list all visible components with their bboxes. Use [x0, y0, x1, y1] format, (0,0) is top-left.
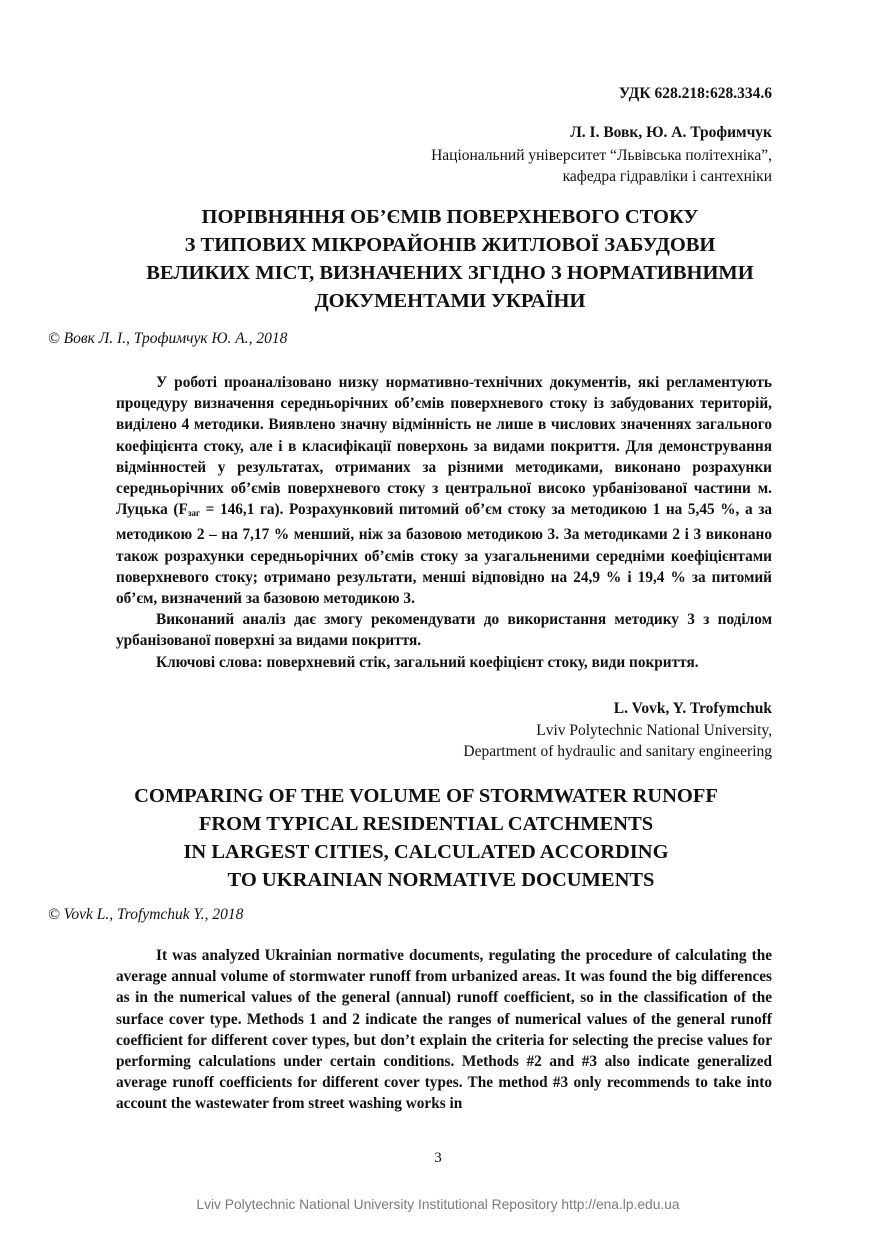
- ua-affiliation-line2: кафедра гідравліки і сантехніки: [562, 168, 772, 185]
- ua-copyright: © Вовк Л. І., Трофимчук Ю. А., 2018: [48, 330, 288, 347]
- ua-title-line: ПОРІВНЯННЯ ОБ’ЄМІВ ПОВЕРХНЕВОГО СТОКУ: [201, 206, 699, 228]
- area-subscript: заг: [187, 508, 201, 519]
- ua-abstract-conclusion: Виконаний аналіз дає змогу рекомендувати до використання методику 3 з поділом урбанізованої поверхні за видами покриття.: [116, 611, 772, 650]
- ua-abstract-paragraph: [116, 372, 772, 609]
- ua-abstract: [116, 372, 772, 673]
- udk-code: УДК 628.218:628.334.6: [618, 85, 772, 102]
- ua-title: [110, 203, 790, 315]
- ua-authors: Л. І. Вовк, Ю. А. Трофимчук: [570, 124, 772, 141]
- ua-title-line: ДОКУМЕНТАМИ УКРАЇНИ: [314, 290, 586, 312]
- en-affiliation: [300, 720, 772, 762]
- ua-affiliation-line1: Національний університет “Львівська політехніка”,: [431, 147, 772, 164]
- en-title-line: FROM TYPICAL RESIDENTIAL CATCHMENTS: [198, 813, 654, 835]
- en-authors: L. Vovk, Y. Trofymchuk: [613, 700, 772, 717]
- ua-title-line: З ТИПОВИХ МІКРОРАЙОНІВ ЖИТЛОВОЇ ЗАБУДОВИ: [184, 234, 716, 256]
- en-title-line: TO UKRAINIAN NORMATIVE DOCUMENTS: [227, 869, 655, 891]
- ua-keywords: Ключові слова: поверхневий стік, загальний коефіцієнт стоку, види покриття.: [156, 653, 699, 671]
- ua-affiliation: [300, 145, 772, 187]
- page-number: 3: [434, 1150, 442, 1166]
- en-copyright: © Vovk L., Trofymchuk Y., 2018: [48, 906, 244, 923]
- en-title-line: IN LARGEST CITIES, CALCULATED ACCORDING: [183, 841, 669, 863]
- ua-abstract-text: У роботі проаналізовано низку нормативно-технічних документів, які регламентують процедуру визначення середньорічних об’ємів поверхневого стоку із забудованих територій, виділено 4 методики. Виявлено значну відмінність не лише в числових значеннях загального коефіцієнта стоку, але і в класифікації поверхонь за видами покриття. Для демонстрування відмінностей у результатах, отриманих за різними методиками, виконано розрахунки середньорічних об’ємів поверхневого стоку з центральної високо урбанізованої частини м. Луцька (F: [116, 374, 772, 519]
- repository-footer: Lviv Polytechnic National University Institutional Repository http://ena.lp.edu.ua: [196, 1197, 680, 1212]
- ua-abstract-text: = 146,1 га). Розрахунковий питомий об’єм стоку за методикою 1 на 5,45 %, а за методикою 2 – на 7,17 % менший, ніж за базовою методикою 3. За методиками 2 і 3 виконано також розрахунки середньорічних об’ємів стоку за узагальненими середніми коефіцієнтами поверхневого стоку; отримано результати, менші відповідно на 24,9 % і 19,4 % за питомий об’єм, визначений за базовою методикою 3.: [116, 501, 772, 608]
- en-affiliation-line2: Department of hydraulic and sanitary engineering: [463, 743, 772, 760]
- en-title-line: COMPARING OF THE VOLUME OF STORMWATER RUNOFF: [134, 785, 718, 807]
- en-abstract: [116, 945, 772, 1115]
- ua-title-line: ВЕЛИКИХ МІСТ, ВИЗНАЧЕНИХ ЗГІДНО З НОРМАТИВНИМИ: [146, 262, 754, 284]
- en-affiliation-line1: Lviv Polytechnic National University,: [536, 722, 772, 739]
- en-title: [96, 782, 756, 894]
- en-abstract-paragraph: It was analyzed Ukrainian normative documents, regulating the procedure of calculating the average annual volume of stormwater runoff from urbanized areas. It was found the big differences as in the numerical values of the general (annual) runoff coefficient, so in the classification of the surface cover type. Methods 1 and 2 indicate the ranges of numerical values of the general runoff coefficient for different cover types, but don’t explain the criteria for selecting the precise values for performing calculations under certain conditions. Methods #2 and #3 also indicate generalized average runoff coefficients for different cover types. The method #3 only recommends to take into account the wastewater from street washing works in: [116, 947, 772, 1113]
